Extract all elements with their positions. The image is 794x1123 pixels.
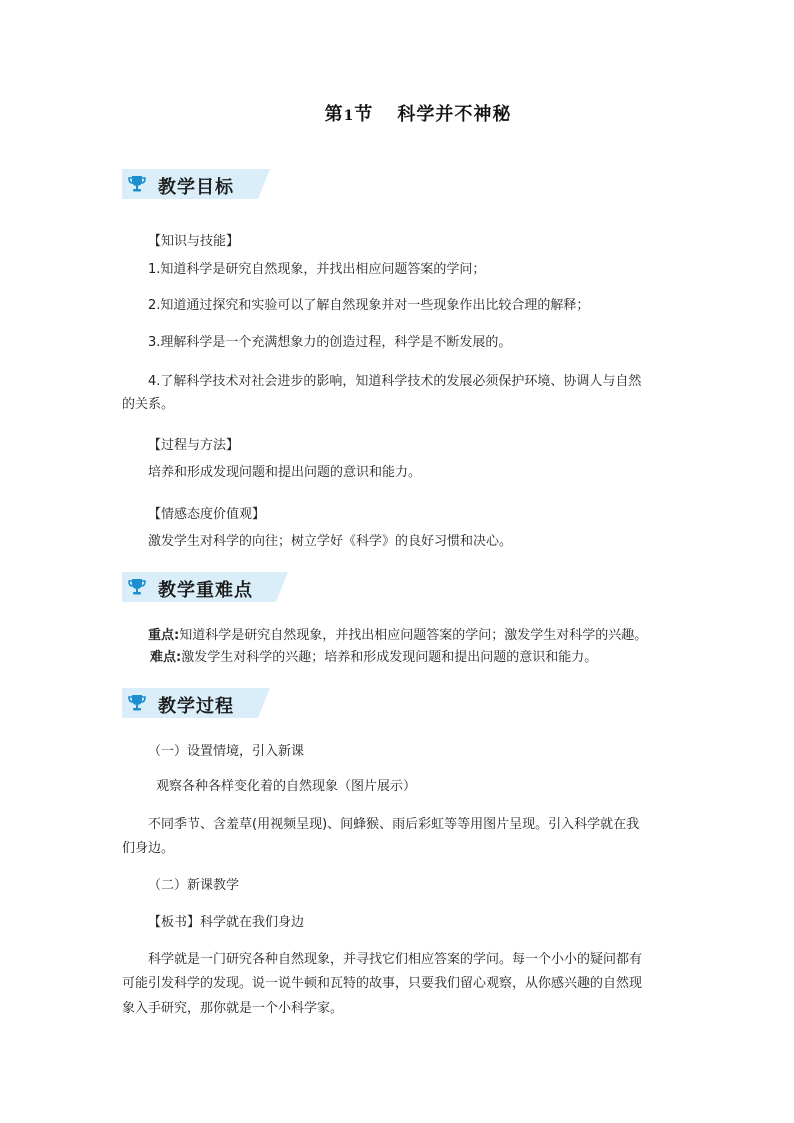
- hard-point: [150, 649, 597, 667]
- paragraph-2-line1: 科学就是一门研究各种自然现象，并寻找它们相应答案的学问。每一个小小的疑问都有: [148, 952, 643, 967]
- board-text: 科学就在我们身边: [200, 915, 305, 930]
- key-point: [148, 627, 647, 645]
- trophy-icon: [126, 174, 148, 194]
- page-title: 第1节 科学并不神秘: [324, 104, 512, 125]
- emotion-text: 激发学生对科学的向往；树立学好《科学》的良好习惯和决心。: [148, 534, 513, 549]
- paragraph-2-line2: 可能引发科学的发现。说一说牛顿和瓦特的故事，只要我们留心观察，从你感兴趣的自然现: [122, 976, 643, 991]
- board-note: [148, 914, 304, 932]
- paragraph-1-line1: 不同季节、含羞草(用视频呈现)、间蜂猴、雨后彩虹等等用图片呈现。引入科学就在我: [148, 817, 640, 832]
- hard-point-label: 难点:: [150, 650, 182, 665]
- section-banner-keypoints: [122, 572, 290, 602]
- section-title: 教学过程: [158, 696, 234, 717]
- section-banner-process: [122, 688, 272, 718]
- knowledge-item-4-cont: 的关系。: [122, 397, 175, 412]
- knowledge-heading: 【知识与技能】: [148, 234, 240, 249]
- method-text: 培养和形成发现问题和提出问题的意识和能力。: [148, 465, 422, 480]
- key-point-label: 重点:: [148, 628, 180, 643]
- board-label: 【板书】: [148, 915, 201, 930]
- paragraph-2-line3: 象入手研究，那你就是一个小科学家。: [122, 1001, 344, 1016]
- paragraph-1-line2: 们身边。: [122, 841, 175, 856]
- trophy-icon: [126, 693, 148, 713]
- hard-point-text: 激发学生对科学的兴趣；培养和形成发现问题和提出问题的意识和能力。: [181, 650, 598, 665]
- knowledge-item-1: 1.知道科学是研究自然现象，并找出相应问题答案的学问；: [148, 262, 486, 277]
- trophy-icon: [126, 577, 148, 597]
- knowledge-item-2: 2.知道通过探究和实验可以了解自然现象并对一些现象作出比较合理的解释；: [148, 298, 590, 313]
- section-banner-goals: [122, 169, 272, 199]
- section-title: 教学目标: [158, 177, 234, 198]
- key-point-text: 知道科学是研究自然现象，并找出相应问题答案的学问；激发学生对科学的兴趣。: [179, 628, 648, 643]
- section-title: 教学重难点: [158, 580, 253, 601]
- knowledge-item-4: 4.了解科学技术对社会进步的影响，知道科学技术的发展必须保护环境、协调人与自然: [148, 374, 642, 389]
- step2-heading: （二）新课教学: [148, 878, 240, 893]
- knowledge-item-3: 3.理解科学是一个充满想象力的创造过程，科学是不断发展的。: [148, 335, 512, 350]
- method-heading: 【过程与方法】: [148, 438, 240, 453]
- step1-heading: （一）设置情境，引入新课: [148, 744, 305, 759]
- observe-text: 观察各种各样变化着的自然现象（图片展示）: [156, 779, 417, 794]
- emotion-heading: 【情感态度价值观】: [148, 507, 266, 522]
